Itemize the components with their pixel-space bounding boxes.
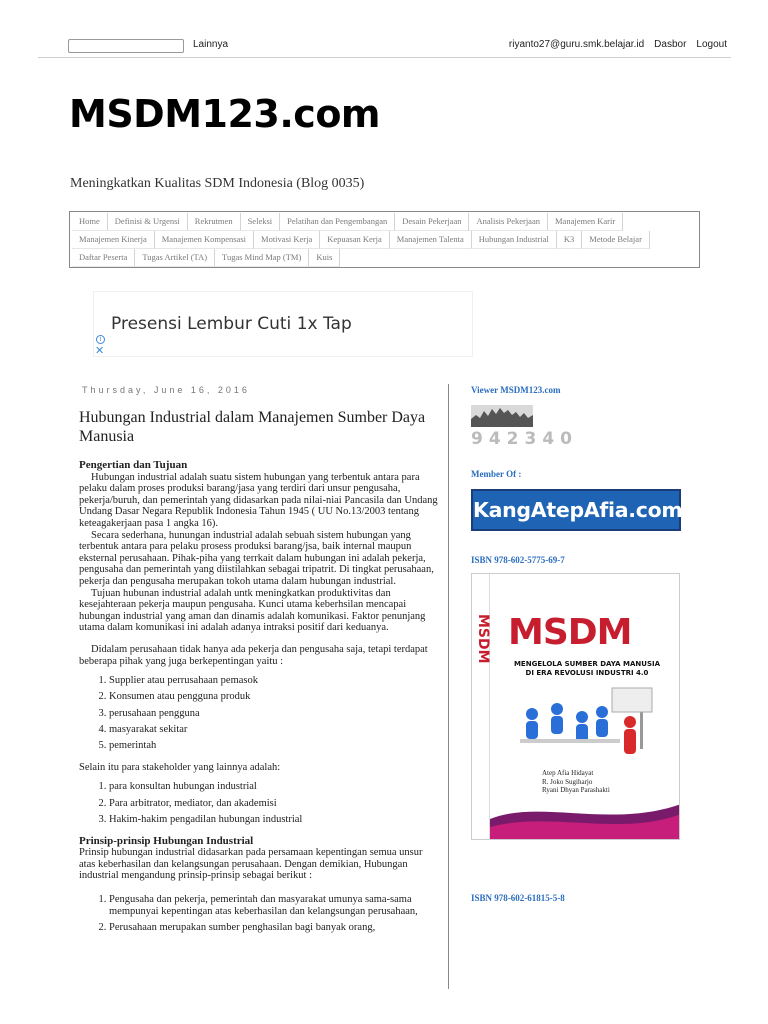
menu-item[interactable]: Kepuasan Kerja <box>320 231 390 249</box>
visitor-counter: 942340 <box>471 429 578 449</box>
stakeholder-list-2 <box>109 781 439 825</box>
list-item: 2. Konsumen atau pengguna produk <box>109 691 439 703</box>
list-item: 3. perusahaan pengguna <box>109 708 439 720</box>
menu-item[interactable]: Tugas Mind Map (TM) <box>215 249 309 267</box>
ad-text[interactable]: Presensi Lembur Cuti 1x Tap <box>111 314 352 334</box>
account-links <box>509 39 727 50</box>
isbn-label: ISBN 978-602-5775-69-7 <box>471 555 565 565</box>
menu-item[interactable]: Hubungan Industrial <box>472 231 557 249</box>
menu-item[interactable]: Manajemen Talenta <box>390 231 472 249</box>
site-title[interactable]: MSDM123.com <box>69 92 381 136</box>
member-banner[interactable]: KangAtepAfia.com <box>471 489 681 531</box>
book-cover[interactable] <box>471 573 680 840</box>
paragraph: Secara sederhana, hunungan industrial adalah sebuah sistem hubungan yang terbentuk antara para pelaku prosess produksi barang/jsa, baik internal maupun eksternal perusahaan. Pihak-piha yang terrkait dalam hubungan ini adalah pekerja, pengusaha dan pemerintah yang diistilahkan sebagai tripatrit. Di tingkat perusahaan, pekerja dan pengusaha merupakan tokoh utama dalam hubungan industrial. <box>79 529 434 587</box>
menu-item[interactable]: Daftar Peserta <box>72 249 135 267</box>
list-item: 5. pemerintah <box>109 740 439 752</box>
search-input[interactable] <box>68 39 184 53</box>
book-wave-decoration <box>490 789 680 840</box>
menu-item[interactable]: Metode Belajar <box>582 231 650 249</box>
paragraph: Tujuan hubunan industrial adalah untk meningkatkan produktivitas dan kesejahteraan pekerja maupun pengusaha. Kunci utama keberhsilan mencapai hubungan industrial yang aman dan dinamis adalah komunikasi. Faktor penunjang utama dalam komunikasi ini adalah adanya intraksi positif dari keduanya. <box>79 587 426 634</box>
ad-banner[interactable] <box>93 291 473 357</box>
visitor-graph[interactable] <box>471 405 533 427</box>
top-navbar <box>38 0 731 58</box>
menu-item[interactable]: Pelatihan dan Pengembangan <box>280 213 395 231</box>
list-item: 2. Para arbitrator, mediator, dan akademisi <box>109 798 439 810</box>
book-spine-title: MSDM <box>475 614 491 664</box>
book-author: Ryani Dhyan Parashakti <box>542 786 610 794</box>
list-item: 1. Supplier atau perrusahaan pemasok <box>109 675 439 687</box>
menu-item[interactable]: Tugas Artikel (TA) <box>135 249 215 267</box>
list-item: 3. Hakim-hakim pengadilan hubungan industrial <box>109 814 439 826</box>
book-subtitle-line: MENGELOLA SUMBER DAYA MANUSIA <box>513 660 661 668</box>
book-title: MSDM <box>508 612 632 653</box>
user-email-link[interactable]: riyanto27@guru.smk.belajar.id <box>508 39 645 50</box>
info-icon[interactable]: i <box>96 335 105 344</box>
post-date: Thursday, June 16, 2016 <box>82 385 250 395</box>
paragraph: Prinsip hubungan industrial didasarkan pada persamaan kepentingan semua unsur atas keberhasilan dan kelangsungan perusahaan. Dengan demikian, Hubungan industrial mengandung prinsip-prinsip sebagai berikut : <box>79 847 423 882</box>
menu-item[interactable]: Analisis Pekerjaan <box>469 213 548 231</box>
paragraph: Didalam perusahaan tidak hanya ada pekerja dan pengusaha saja, tetapi terdapat beberapa pihak yang juga berkepentingan yaitu : <box>79 643 428 667</box>
column-divider <box>448 384 449 989</box>
viewer-label: Viewer MSDM123.com <box>471 385 561 395</box>
people-illustration <box>512 684 662 764</box>
site-description: Meningkatkan Kualitas SDM Indonesia (Blog 0035) <box>70 176 365 191</box>
main-column <box>79 385 439 938</box>
menu-item[interactable]: Manajemen Karir <box>548 213 623 231</box>
menu-item[interactable]: Kuis <box>309 249 340 267</box>
close-icon[interactable]: ✕ <box>95 345 105 357</box>
list-item: 1. Pengusaha dan pekerja, pemerintah dan masyarakat umunya sama-sama mempunyai kepentingan atas keberhasilan dan kelangsungan perusahaan, <box>109 894 439 917</box>
book-subtitle <box>502 660 672 678</box>
menu-item[interactable]: Motivasi Kerja <box>254 231 320 249</box>
logout-link[interactable]: Logout <box>696 39 727 50</box>
book-author: Atep Afia Hidayat <box>542 769 594 777</box>
section-heading: Prinsip-prinsip Hubungan Industrial <box>79 834 254 847</box>
menu-item[interactable]: Rekrutmen <box>188 213 241 231</box>
post-title[interactable]: Hubungan Industrial dalam Manajemen Sumber Daya Manusia <box>79 409 426 445</box>
menu-item[interactable]: Definisi & Urgensi <box>108 213 188 231</box>
more-link[interactable]: Lainnya <box>193 39 229 50</box>
page-menu <box>69 211 700 268</box>
paragraph: Selain itu para stakeholder yang lainnya adalah: <box>79 761 281 773</box>
sidebar <box>471 385 686 903</box>
post-body <box>79 460 439 933</box>
dashboard-link[interactable]: Dasbor <box>654 39 687 50</box>
menu-item[interactable]: Manajemen Kompensasi <box>155 231 254 249</box>
paragraph: Hubungan industrial adalah suatu sistem hubungan yang terbentuk antara para pelaku dalam proses produksi barang/jasa yang terdiri dari unsur pengusaha, pekerja/buruh, dan pemerintah yang didasarkan pada nilai-niai Pancasila dan Undang Undang Dasar Negara Republik Indonesia Tahun 1945 ( UU No.13/2003 tentang keteagakerjaan pasa 1 angka 16). <box>79 471 438 529</box>
stakeholder-list <box>109 675 439 752</box>
menu-item[interactable]: Seleksi <box>241 213 281 231</box>
list-item: 1. para konsultan hubungan industrial <box>109 781 439 793</box>
isbn-label-2: ISBN 978-602-61815-5-8 <box>471 893 565 903</box>
menu-item[interactable]: Desain Pekerjaan <box>395 213 469 231</box>
menu-item[interactable]: Manajemen Kinerja <box>72 231 155 249</box>
book-spine <box>472 574 490 840</box>
list-item: 2. Perusahaan merupakan sumber penghasilan bagi banyak orang, <box>109 922 439 934</box>
book-subtitle-line: DI ERA REVOLUSI INDUSTRI 4.0 <box>525 669 649 677</box>
member-label: Member Of : <box>471 469 522 479</box>
book-author: R. Joko Sugiharjo <box>542 777 593 786</box>
menu-item[interactable]: K3 <box>557 231 582 249</box>
menu-item[interactable]: Home <box>72 213 108 231</box>
principles-list <box>109 894 439 933</box>
list-item: 4. masyarakat sekitar <box>109 724 439 736</box>
section-heading: Pengertian dan Tujuan <box>79 459 188 471</box>
